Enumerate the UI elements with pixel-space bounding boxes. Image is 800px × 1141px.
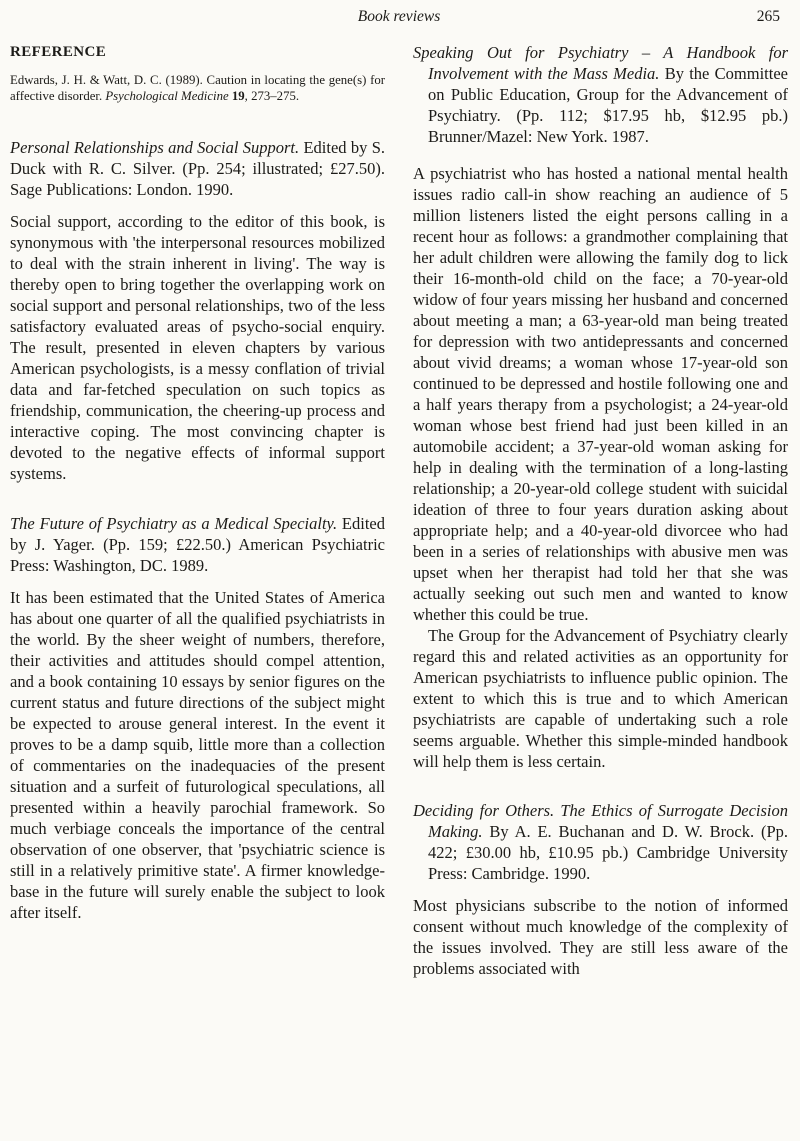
- review-paragraph: Most physicians subscribe to the notion of informed consent without much knowledge of the complexity of the issues involved. They are still less aware of the problems associated with: [413, 896, 788, 978]
- review-heading: [10, 513, 385, 576]
- reference-entry-pages: , 273–275.: [244, 89, 300, 103]
- review-title: Speaking Out for Psychiatry – A Handbook for Involvement with the Mass Media.: [413, 43, 788, 83]
- running-title: Book reviews: [357, 8, 441, 25]
- right-column: [413, 42, 788, 979]
- review-future-of-psychiatry: [10, 513, 385, 923]
- page-number: 265: [756, 8, 780, 25]
- left-column: [10, 42, 385, 979]
- review-imprint: By the Committee on Public Education, Group for the Advancement of Psychiatry. (Pp. 112; $17.95 hb, $12.95 pb.) Brunner/Mazel: New York. 1987.: [428, 64, 788, 146]
- review-personal-relationships: [10, 137, 385, 484]
- review-speaking-out: [413, 42, 788, 772]
- review-title: Personal Relationships and Social Support.: [10, 138, 300, 157]
- reference-entry-authors: Edwards, J. H. & Watt, D. C. (1989). Caution in locating the gene(s) for affective disorder.: [10, 73, 385, 103]
- review-paragraph: It has been estimated that the United States of America has about one quarter of all the qualified psychiatrists in the world. By the sheer weight of numbers, therefore, their activities and attitudes should compel attention, and a book containing 10 essays by senior figures on the current status and future directions of the subject might be expected to arouse general interest. In the event it proves to be a damp squib, little more than a collection of commentaries on the inadequacies of the present situation and a surfeit of futurological speculations, all presented within a heavily parochial framework. So much verbiage conceals the importance of the central observation of one observer, that 'psychiatric science is still in a relatively primitive state'. A firmer knowledge-base in the future will surely enable the subject to look after itself.: [10, 588, 385, 922]
- review-imprint: By A. E. Buchanan and D. W. Brock. (Pp. 422; £30.00 hb, £10.95 pb.) Cambridge University Press: Cambridge. 1990.: [428, 822, 788, 883]
- review-imprint: Edited by S. Duck with R. C. Silver. (Pp. 254; illustrated; £27.50). Sage Publications: London. 1990.: [10, 138, 385, 199]
- review-title: Deciding for Others. The Ethics of Surrogate Decision Making.: [413, 801, 788, 841]
- reference-entry-journal: Psychological Medicine: [105, 89, 232, 103]
- review-title: The Future of Psychiatry as a Medical Specialty.: [10, 514, 338, 533]
- review-paragraph: Social support, according to the editor of this book, is synonymous with 'the interpersonal resources mobilized to deal with the strain inherent in living'. The way is thereby open to bring together the overlapping work on social support and personal relationships, two of the less satisfactory evaluated areas of psycho-social enquiry. The result, presented in eleven chapters by various American psychologists, is a messy conflation of trivial data and far-fetched speculation on such topics as friendship, communication, the cheering-up process and interactive coping. The most convincing chapter is devoted to the negative effects of informal support systems.: [10, 212, 385, 483]
- review-heading: [413, 42, 788, 147]
- review-heading: [10, 137, 385, 200]
- review-deciding-for-others: [413, 800, 788, 979]
- review-heading: [413, 800, 788, 884]
- reference-entry: [10, 72, 385, 104]
- review-paragraph: The Group for the Advancement of Psychiatry clearly regard this and related activities as an opportunity for American psychiatrists to influence public opinion. The extent to which this is true and to which American psychiatrists are capable of undertaking such a role seems arguable. Whether this simple-minded handbook will help them is less certain.: [413, 626, 788, 771]
- two-column-body: [10, 42, 788, 979]
- review-paragraph: A psychiatrist who has hosted a national mental health issues radio call-in show reaching an audience of 5 million listeners listed the eight persons calling in a recent hour as follows: a grandmother complaining that her adult children were allowing the family dog to lick their 16-month-old child on the face; a 70-year-old widow of four years missing her husband and concerned about meeting a man; a 63-year-old man being treated for depression with two antidepressants and concerned about vivid dreams; a woman whose 17-year-old son continued to be depressed and hostile following one and a half years therapy from a psychologist; a 24-year-old woman whose best friend had just been killed in an automobile accident; a 37-year-old woman asking for help in dealing with the termination of a long-lasting relationship; a 20-year-old college student with suicidal ideation of three to four years duration asking about appropriate help; and a 40-year-old divorcee who had been in a series of relationships with abusive men was upset when her therapist had told her that she was actually seeking out such men and wanted to know whether this could be true.: [413, 164, 788, 624]
- reference-section-heading: REFERENCE: [10, 44, 107, 60]
- review-imprint: Edited by J. Yager. (Pp. 159; £22.50.) American Psychiatric Press: Washington, DC. 1989.: [10, 514, 386, 575]
- page-header: [10, 6, 788, 28]
- reference-entry-volume: 19: [231, 89, 245, 103]
